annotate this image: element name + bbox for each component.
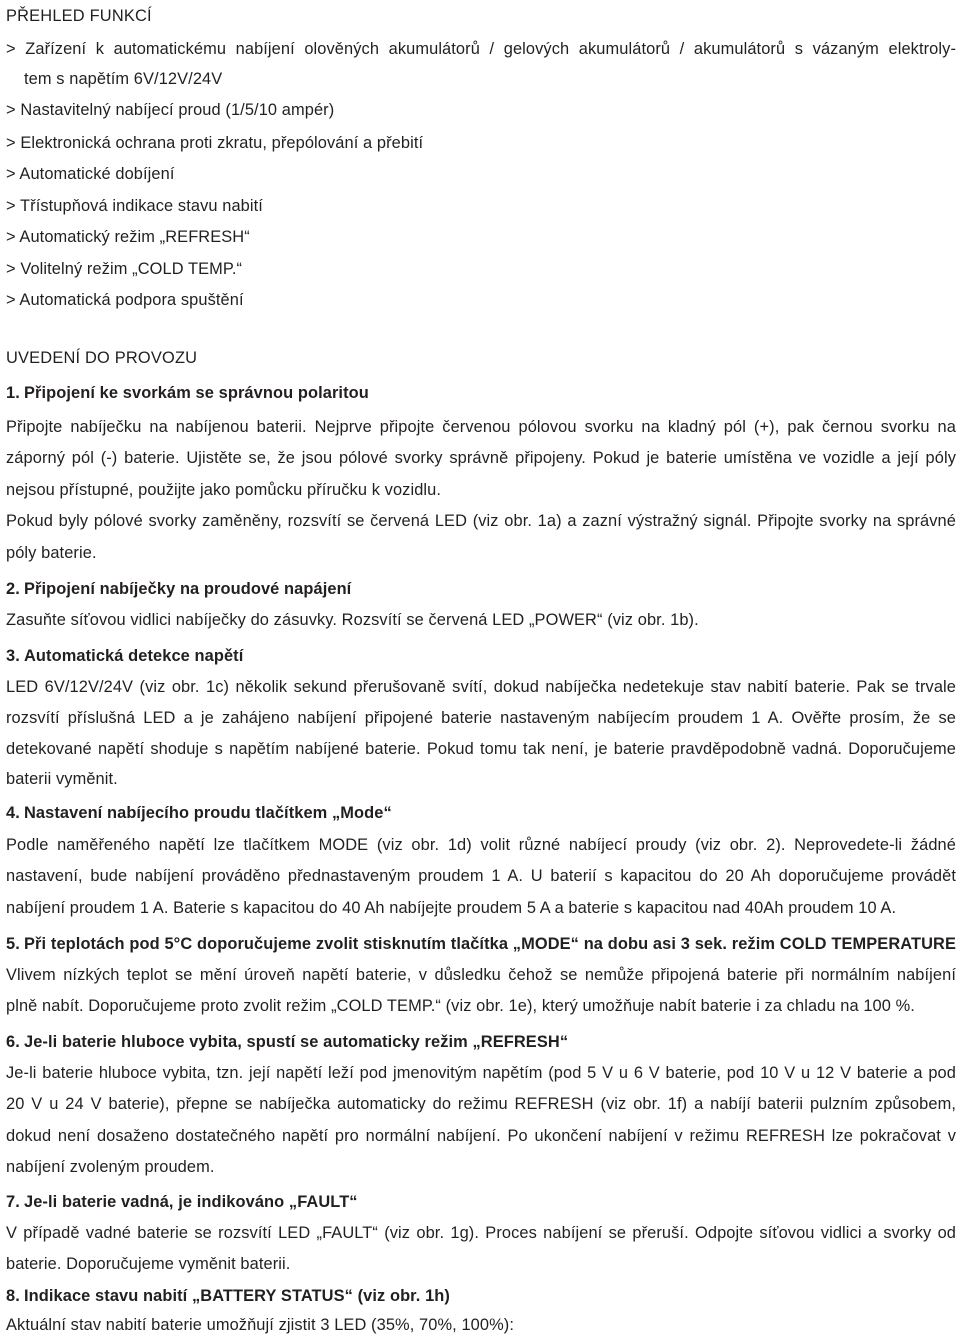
- section-number: 5.: [6, 935, 20, 953]
- paragraph-line: nastavení, bude nabíjení prováděno přednastaveným proudem 1 A. U baterií s kapacitou do 20 Ah doporučujeme provádět: [6, 867, 956, 885]
- overview-item: > Automatický režim „REFRESH“: [6, 228, 250, 246]
- section-number: 6.: [6, 1033, 20, 1051]
- section-heading: [6, 1284, 450, 1308]
- paragraph-line: rozsvítí příslušná LED a je zahájeno nabíjení připojené baterie nastaveným nabíjecím proudem 1 A. Ověřte prosím, že se: [6, 709, 956, 727]
- section-number: 4.: [6, 804, 20, 822]
- paragraph-line: plně nabít. Doporučujeme proto zvolit režim „COLD TEMP.“ (viz obr. 1e), který umožňuje nabít baterie i za chladu na 100 %.: [6, 997, 915, 1015]
- section-heading-text: Automatická detekce napětí: [24, 647, 244, 665]
- section-heading-text: Je-li baterie hluboce vybita, spustí se automaticky režim „REFRESH“: [24, 1033, 569, 1051]
- section-heading: [6, 932, 956, 956]
- overview-item: > Elektronická ochrana proti zkratu, přepólování a přebití: [6, 134, 424, 152]
- section-heading-text: Připojení nabíječky na proudové napájení: [24, 580, 352, 598]
- overview-item: > Nastavitelný nabíjecí proud (1/5/10 ampér): [6, 101, 335, 119]
- overview-item: > Zařízení k automatickému nabíjení olověných akumulátorů / gelových akumulátorů / akumulátorů s vázaným elektroly-: [6, 40, 956, 58]
- paragraph-line: detekované napětí shoduje s napětím nabíjené baterie. Pokud tomu tak není, je baterie pravděpodobně vadná. Doporučujeme: [6, 740, 956, 758]
- paragraph-line: baterie. Doporučujeme vyměnit baterii.: [6, 1255, 291, 1273]
- paragraph-line: nejsou přístupné, použijte jako pomůcku příručku k vozidlu.: [6, 481, 442, 499]
- paragraph-line: záporný pól (-) baterie. Ujistěte se, že jsou pólové svorky správně připojeny. Pokud je baterie umístěna ve vozidle a její póly: [6, 449, 956, 467]
- section-number: 8.: [6, 1287, 20, 1305]
- section-heading-text: Při teplotách pod 5°C doporučujeme zvolit stisknutím tlačítka „MODE“ na dobu asi 3 sek. režim COLD TEMPERATURE: [24, 935, 956, 953]
- paragraph-line: 20 V u 24 V baterie), přepne se nabíječka automaticky do režimu REFRESH (viz obr. 1f) a nabíjí baterii pulzním způsobem,: [6, 1095, 956, 1113]
- paragraph-line: LED 6V/12V/24V (viz obr. 1c) několik sekund přerušovaně svítí, dokud nabíječka nedetekuje stav nabití baterie. Pak se trvale: [6, 678, 956, 696]
- paragraph-line: V případě vadné baterie se rozsvítí LED „FAULT“ (viz obr. 1g). Proces nabíjení se přeruší. Odpojte síťovou vidlici a svorky od: [6, 1224, 956, 1242]
- paragraph-line: Vlivem nízkých teplot se mění úroveň napětí baterie, v důsledku čehož se nemůže připojená baterie při normálním nabíjení: [6, 966, 956, 984]
- section-heading-text: Indikace stavu nabití „BATTERY STATUS“ (viz obr. 1h): [24, 1287, 450, 1305]
- paragraph-line: Pokud byly pólové svorky zaměněny, rozsvítí se červená LED (viz obr. 1a) a zazní výstražný signál. Připojte svorky na správné: [6, 512, 956, 530]
- section-number: 1.: [6, 384, 20, 402]
- section-number: 2.: [6, 580, 20, 598]
- paragraph-line: nabíjení proudem 1 A. Baterie s kapacitou do 40 Ah nabíjejte proudem 5 A a baterie s kapacitou nad 40Ah proudem 10 A.: [6, 899, 897, 917]
- section-heading: [6, 644, 243, 668]
- paragraph-line: Je-li baterie hluboce vybita, tzn. její napětí leží pod jmenovitým napětím (pod 5 V u 6 V baterie, pod 10 V u 12 V baterie a pod: [6, 1064, 956, 1082]
- startup-title: UVEDENÍ DO PROVOZU: [6, 349, 198, 367]
- section-heading-text: Připojení ke svorkám se správnou polaritou: [24, 384, 369, 402]
- section-heading: [6, 1190, 358, 1214]
- paragraph-line: póly baterie.: [6, 544, 97, 562]
- paragraph-line: Připojte nabíječku na nabíjenou baterii. Nejprve připojte červenou pólovou svorku na kladný pól (+), pak černou svorku na: [6, 418, 956, 436]
- section-number: 7.: [6, 1193, 20, 1211]
- overview-item: > Automatická podpora spuštění: [6, 291, 244, 309]
- section-heading: [6, 577, 351, 601]
- section-heading-text: Nastavení nabíjecího proudu tlačítkem „Mode“: [24, 804, 392, 822]
- section-heading: [6, 801, 392, 825]
- overview-item: > Třístupňová indikace stavu nabití: [6, 197, 263, 215]
- overview-title: PŘEHLED FUNKCÍ: [6, 7, 152, 25]
- paragraph-line: dokud není dosaženo dostatečného napětí pro normální nabíjení. Po ukončení nabíjení v režimu REFRESH lze pokračovat v: [6, 1127, 956, 1145]
- overview-item: > Volitelný režim „COLD TEMP.“: [6, 260, 243, 278]
- overview-item: tem s napětím 6V/12V/24V: [24, 70, 223, 88]
- paragraph-line: Aktuální stav nabití baterie umožňují zjistit 3 LED (35%, 70%, 100%):: [6, 1316, 514, 1334]
- paragraph-line: baterii vyměnit.: [6, 770, 118, 788]
- paragraph-line: nabíjení zvoleným proudem.: [6, 1158, 215, 1176]
- section-number: 3.: [6, 647, 20, 665]
- paragraph-line: Podle naměřeného napětí lze tlačítkem MODE (viz obr. 1d) volit různé nabíjecí proudy (viz obr. 2). Neprovedete-li žádné: [6, 836, 956, 854]
- overview-item: > Automatické dobíjení: [6, 165, 175, 183]
- section-heading-text: Je-li baterie vadná, je indikováno „FAULT“: [24, 1193, 358, 1211]
- section-heading: [6, 1030, 568, 1054]
- paragraph-line: Zasuňte síťovou vidlici nabíječky do zásuvky. Rozsvítí se červená LED „POWER“ (viz obr. 1b).: [6, 611, 699, 629]
- section-heading: [6, 381, 369, 405]
